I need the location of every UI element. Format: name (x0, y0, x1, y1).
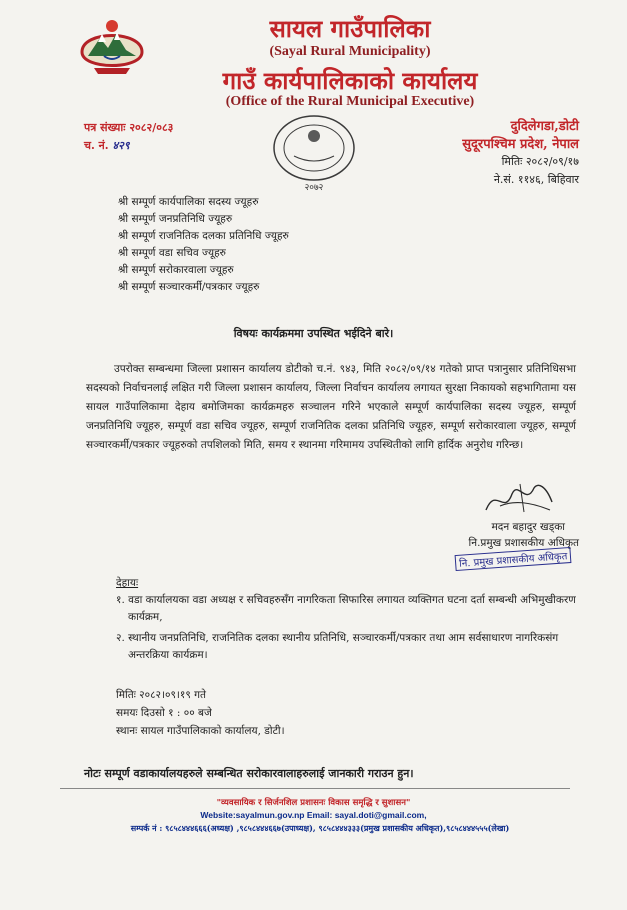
note-text: नोटः सम्पूर्ण वडाकार्यालयहरुले सम्बन्धित सरोकारवालाहरुलाई जानकारी गराउन हुन। (84, 767, 414, 780)
program-place: स्थानः सायल गाउँपालिकाको कार्यालय, डोटी। (116, 725, 285, 737)
signatory-title-stamp: नि. प्रमुख प्रशासकीय अधिकृत (454, 547, 571, 571)
list-item: श्री सम्पूर्ण राजनितिक दलका प्रतिनिधि ज्यूहरु (118, 230, 289, 242)
schedule-heading: देहायः (116, 577, 139, 589)
letter-number (84, 120, 173, 135)
letter-number-label: पत्र संख्याः (84, 121, 126, 134)
office-address: दुदिलेगडा,डोटी (510, 119, 579, 134)
recipient-list (118, 194, 289, 296)
list-item: श्री सम्पूर्ण सञ्चारकर्मी/पत्रकार ज्यूहरु (118, 281, 260, 293)
nepal-sambat-date: ने.सं. ११४६, बिहिवार (493, 173, 579, 186)
office-name-english: (Office of the Rural Municipal Executive) (225, 94, 475, 109)
province-address: सुदूरपश्चिम प्रदेश, नेपाल (462, 137, 579, 152)
municipality-name-nepali: सायल गाउँपालिका (269, 14, 431, 43)
dispatch-number (84, 138, 130, 153)
list-item: श्री सम्पूर्ण कार्यपालिका सदस्य ज्यूहरु (118, 196, 259, 208)
signatory-name: मदन बहादुर खड्का (491, 521, 565, 533)
list-item: श्री सम्पूर्ण जनप्रतिनिधि ज्यूहरु (118, 213, 233, 225)
program-date: मितिः २०८२।०९।१९ गते (116, 689, 207, 701)
signatory-title: नि.प्रमुख प्रशासकीय अधिकृत (468, 537, 579, 549)
list-item: २. स्थानीय जनप्रतिनिधि, राजनितिक दलका स्थानीय प्रतिनिधि, सञ्चारकर्मी/पत्रकार तथा आम सर्वसाधारण नागरिकसंग अन्तरक्रिया कार्यक्रम। (116, 632, 559, 661)
letter-number-value: २०८२/०८३ (129, 121, 174, 134)
list-item: श्री सम्पूर्ण सरोकारवाला ज्यूहरु (118, 264, 234, 276)
letter-subject: विषयः कार्यक्रममा उपस्थित भईदिने बारे। (233, 327, 394, 340)
office-name-nepali: गाउँ कार्यपालिकाको कार्यालय (222, 66, 478, 95)
footer-website-email: Website:sayalmun.gov.np Email: sayal.doti@gmail.com, (200, 810, 427, 820)
list-item: १. वडा कार्यालयका वडा अध्यक्ष र सचिवहरुसँग नागरिकता सिफारिस लगायत व्यक्तिगत घटना दर्ता सम्बन्धी अभिमुखीकरण कार्यक्रम, (116, 594, 576, 623)
footer-divider (60, 788, 570, 789)
signature-icon (480, 476, 560, 520)
letter-date: मितिः २०८२/०९/१७ (501, 155, 579, 168)
footer-contact-numbers: सम्पर्क नं : ९८५८४४४६६६(अध्यक्ष) ,९८५८४४४६६७(उपाध्यक्ष), ९८५८४४४३३३(प्रमुख प्रशासकीय अधिकृत),९८५८४४४५५५(लेखा) (130, 823, 510, 833)
letter-body: उपरोक्त सम्बन्धमा जिल्ला प्रशासन कार्यालय डोटीको च.नं. ९४३, मिति २०८२/०९/१४ गतेको प्राप्त पत्रानुसार प्रतिनिधिसभा सदस्यको निर्वाचनलाई लक्षित गरी जिल्ला प्रशासन कार्यालय, जिल्ला निर्वाचन कार्यालय लगायत सुरक्षा निकायको सहभागितामा यस सायल गाउँपालिकामा देहाय बमोजिमका कार्यक्रमहरु सञ्चालन गरिने भएकाले सम्पूर्ण कार्यपालिका सदस्य ज्यूहरु, सम्पूर्ण जनप्रतिनिधि ज्यूहरु, सम्पूर्ण वडा सचिव ज्यूहरु, सम्पूर्ण राजनितिक दलका प्रतिनिधि ज्यूहरु, सम्पूर्ण सरोकारवाला ज्यूहरु, सम्पूर्ण सञ्चारकर्मी/पत्रकार ज्यूहरुको तपशिलको मिति, समय र स्थानमा गरिमामय उपस्थितीको लागि हार्दिक अनुरोध गरिन्छ। (86, 363, 576, 451)
program-time: समयः दिउसो १ : ०० बजे (116, 707, 212, 719)
list-item: श्री सम्पूर्ण वडा सचिव ज्यूहरु (118, 247, 226, 259)
program-list (116, 592, 576, 668)
dispatch-number-value: ४२९ (112, 139, 130, 152)
dispatch-number-label: च. नं. (84, 139, 109, 152)
footer-slogan: "व्यवसायिक र सिर्जनशिल प्रशासनः विकास समृद्धि र सुशासन" (216, 798, 411, 808)
office-stamp-icon (268, 110, 360, 192)
municipality-name-english: (Sayal Rural Municipality) (269, 44, 431, 59)
svg-text:२०७२: २०७२ (304, 183, 324, 192)
